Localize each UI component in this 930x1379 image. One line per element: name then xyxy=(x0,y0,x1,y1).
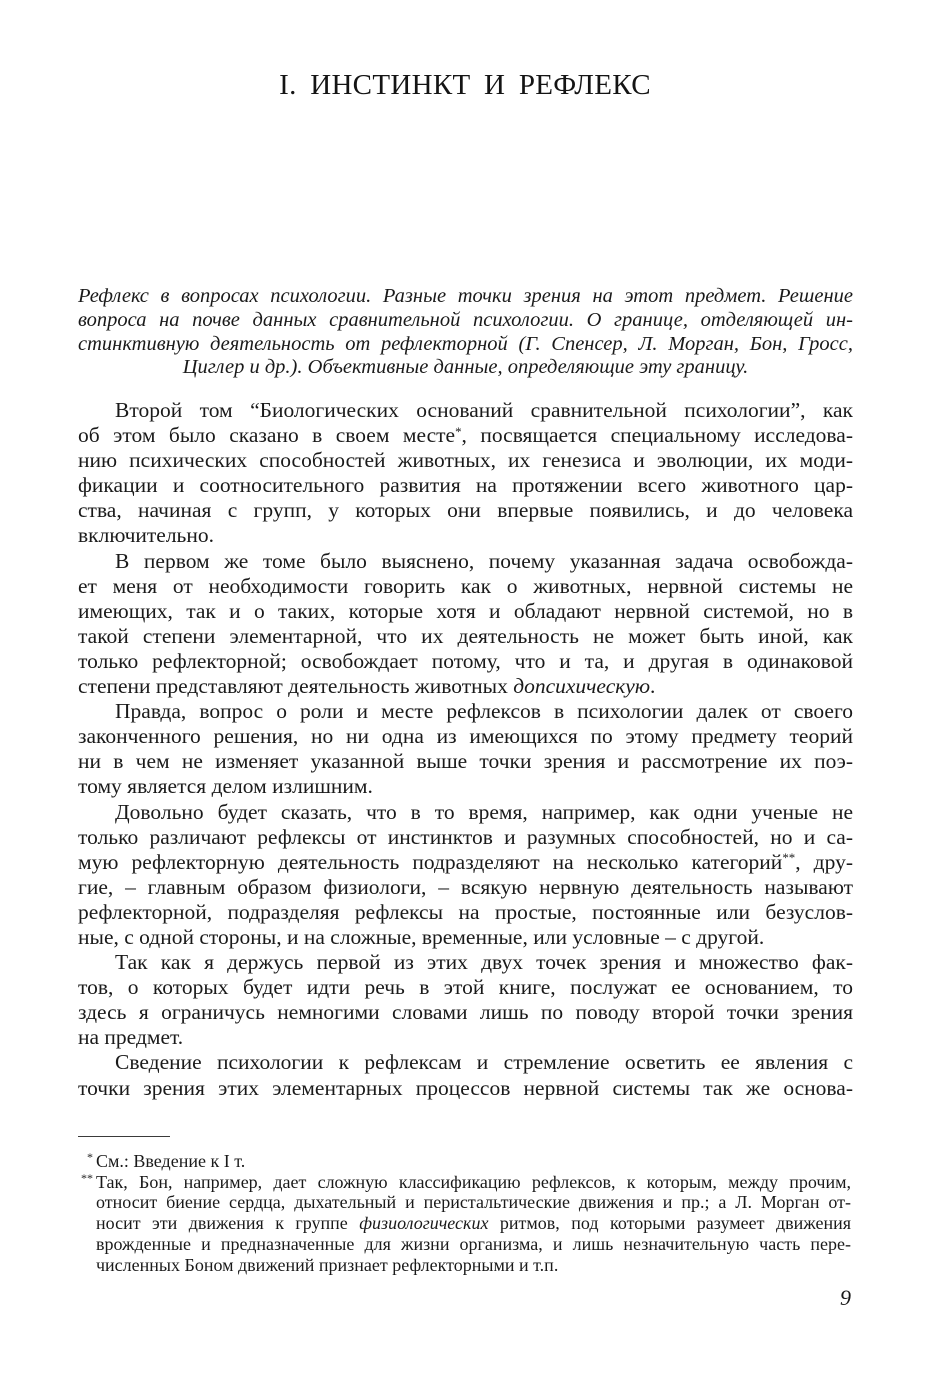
text-run: , посвящается специальному исследова- xyxy=(461,423,853,448)
body-line: В первом же томе было выяснено, почему указанная задача освобожда- xyxy=(115,548,853,573)
body-line: законченного решения, но ни одна из имеющихся по этому предмету теорий xyxy=(78,724,853,749)
footnote-reference: * xyxy=(455,424,462,439)
body-line: такой степени элементарной, что их деятельность не может быть иной, как xyxy=(78,623,853,648)
summary-line: Рефлекс в вопросах психологии. Разные точки зрения на этот предмет. Решение xyxy=(78,285,853,307)
text-run: об этом было сказано в своем месте xyxy=(78,423,456,448)
body-line: ства, начиная с групп, у которых они впервые появились, и до человека xyxy=(78,498,853,523)
body-line: имеющих, так и о таких, которые хотя и обладают нервной системой, но в xyxy=(78,598,853,623)
footnote-line: См.: Введение к I т. xyxy=(96,1151,246,1171)
body-line: тому является делом излишним. xyxy=(78,774,373,799)
emphasis-text: физиологических xyxy=(359,1213,489,1234)
footnote-reference: ** xyxy=(782,851,796,866)
summary-line: вопроса на почве данных сравнительной психологии. О границе, отделяющей ин- xyxy=(78,308,853,331)
body-paragraph xyxy=(78,398,853,549)
body-line: включительно. xyxy=(78,523,214,548)
body-line xyxy=(78,423,853,448)
body-line: только различают рефлексы от инстинктов и разумных способностей, но и са- xyxy=(78,824,853,849)
body-paragraph xyxy=(78,699,853,799)
summary-line: Циглер и др.). Объективные данные, определяющие эту границу. xyxy=(182,356,749,379)
body-line: здесь я ограничусь немногими словами лишь по поводу второй точки зрения xyxy=(78,1000,853,1025)
body-line: нию психических способностей животных, их генезиса и эволюции, их моди- xyxy=(78,448,853,473)
body-line: точки зрения этих элементарных процессов нервной системы так же основа- xyxy=(78,1075,853,1100)
body-line: Второй том “Биологических оснований сравнительной психологии”, как xyxy=(115,398,853,422)
body-paragraph xyxy=(78,950,853,1050)
text-run: степени представляют деятельность животных xyxy=(78,674,514,699)
chapter-summary xyxy=(78,285,853,380)
footnote xyxy=(78,1151,851,1172)
summary-line: стинктивную деятельность от рефлекторной (Г. Спенсер, Л. Морган, Бон, Гросс, xyxy=(78,332,853,355)
chapter-title: I. ИНСТИНКТ И РЕФЛЕКС xyxy=(279,69,651,101)
footnote-line: Так, Бон, например, дает сложную классификацию рефлексов, к которым, между прочим, xyxy=(96,1171,851,1192)
body-line: ет меня от необходимости говорить как о животных, нервной системы не xyxy=(78,573,853,598)
body-line: Так как я держусь первой из этих двух точек зрения и множество фак- xyxy=(115,950,853,975)
text-run: носит эти движения к группе xyxy=(96,1213,360,1234)
footnote-line: относит биение сердца, дыхательный и перистальтические движения и пр.; а Л. Морган от- xyxy=(96,1192,851,1213)
footnote-marker: * xyxy=(87,1150,93,1164)
text-run: ритмов, под которыми разумеет движения xyxy=(488,1213,851,1234)
footnote-marker: ** xyxy=(81,1170,93,1185)
body-line: на предмет. xyxy=(78,1025,184,1050)
footnote-line: врожденные и предназначенные для жизни организма, и лишь незначительную часть пере- xyxy=(96,1233,851,1254)
body-line: Сведение психологии к рефлексам и стремление осветить ее явления с xyxy=(115,1050,853,1075)
body-paragraph xyxy=(78,549,853,700)
footnote-line xyxy=(96,1213,851,1234)
text-run: . xyxy=(650,674,656,699)
footnotes xyxy=(78,1151,851,1275)
body-line: только рефлекторной; освобождает потому, что и та, и другая в одинаковой xyxy=(78,648,853,673)
body-paragraph xyxy=(78,800,853,951)
body-line: ные, с одной стороны, и на сложные, временные, или условные – с другой. xyxy=(78,924,765,949)
body-line: фикации и соотносительного развития на протяжении всего животного цар- xyxy=(78,473,853,498)
body-line: Правда, вопрос о роли и месте рефлексов в психологии далек от своего xyxy=(115,699,853,724)
body-line xyxy=(78,674,853,699)
body-line: рефлекторной, подразделяя рефлексы на простые, постоянные или безуслов- xyxy=(78,899,853,924)
body-text xyxy=(78,398,853,1101)
body-line: тов, о которых будет идти речь в этой книге, послужат ее основанием, то xyxy=(78,975,853,1000)
body-paragraph xyxy=(78,1050,853,1100)
body-line: гие, – главным образом физиологи, – всякую нервную деятельность называют xyxy=(78,874,853,899)
footnote-separator xyxy=(78,1136,170,1137)
body-line: ни в чем не изменяет указанной выше точки зрения и рассмотрение их поэ- xyxy=(78,749,853,774)
body-line: Довольно будет сказать, что в то время, например, как одни ученые не xyxy=(115,799,853,824)
text-run: , дру- xyxy=(795,849,853,874)
text-run: мую рефлекторную деятельность подразделяют на несколько категорий xyxy=(78,849,783,874)
body-line xyxy=(78,850,853,875)
footnote xyxy=(78,1172,851,1276)
emphasis-text: допсихическую xyxy=(513,674,650,699)
footnote-line: численных Боном движений признает рефлекторными и т.п. xyxy=(96,1254,559,1275)
page-number: 9 xyxy=(840,1285,851,1310)
